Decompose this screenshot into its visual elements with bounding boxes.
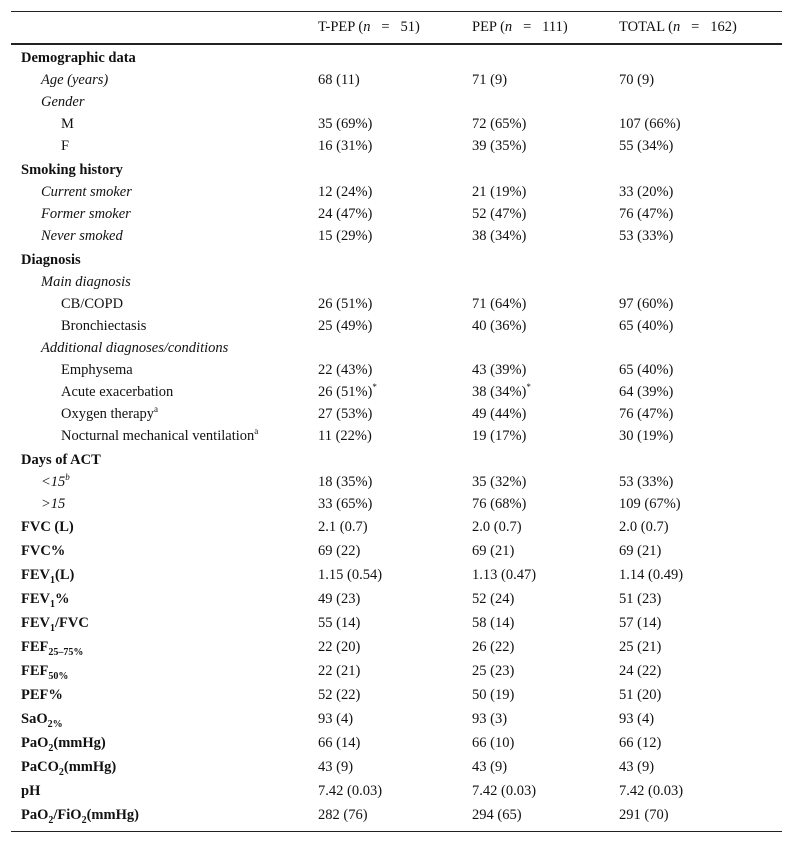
cell-value: 52 (47%) [472, 206, 527, 222]
row-label: Age (years) [41, 72, 109, 88]
row-label: $FEV_1\%$ [21, 591, 70, 610]
cell-value: 24 (22) [619, 663, 662, 679]
footnote-mark: a [254, 426, 259, 436]
table-row [11, 563, 782, 587]
cell-value: 7.42 (0.03) [472, 783, 537, 799]
table-row [11, 69, 782, 91]
table-row [11, 403, 782, 425]
row-label: Main diagnosis [41, 274, 131, 290]
cell-value: 27 (53%) [318, 406, 373, 422]
row-label: Nocturnal mechanical ventilation$^a$ [61, 426, 259, 444]
cell-value: 18 (35%) [318, 474, 373, 490]
cell-value: 66 (14) [318, 735, 361, 751]
cell-value: 68 (11) [318, 72, 360, 88]
table-row [11, 755, 782, 779]
cell-value: 55 (34%) [619, 138, 674, 154]
cell-value: 93 (3) [472, 711, 508, 727]
cell-value: 64 (39%) [619, 384, 674, 400]
cell-value: 107 (66%) [619, 116, 681, 132]
cell-value: 26 (51%) [318, 296, 373, 312]
section-row [11, 47, 782, 69]
cell-value: 66 (12) [619, 735, 662, 751]
footnote-mark: b [65, 472, 70, 482]
row-label: SaO$_{2\%}$ [21, 711, 63, 730]
row-label: FVC (L) [21, 519, 74, 535]
cell-value: 39 (35%) [472, 138, 527, 154]
row-label: Gender [41, 94, 85, 110]
row-label: Bronchiectasis [61, 318, 147, 334]
table-row [11, 293, 782, 315]
cell-value: 50 (19) [472, 687, 515, 703]
table-row [11, 315, 782, 337]
table-row [11, 779, 782, 803]
row-label: Acute exacerbation [61, 384, 174, 400]
header-total: TOTAL (n = 162) [619, 19, 737, 35]
table-row [11, 359, 782, 381]
cell-value: 51 (20) [619, 687, 662, 703]
cell-value: 294 (65) [472, 807, 522, 823]
cell-value: 69 (21) [472, 543, 515, 559]
cell-value: 33 (65%) [318, 496, 373, 512]
row-label: PaO$_2$/FiO$_2$(mmHg) [21, 807, 139, 826]
table-row [11, 91, 782, 113]
cell-value: 25 (49%) [318, 318, 373, 334]
cell-value: 1.13 (0.47) [472, 567, 537, 583]
row-label: Oxygen therapy$^a$ [61, 404, 159, 422]
cell-value: 38 (34%)* [472, 382, 531, 400]
cell-value: 1.15 (0.54) [318, 567, 383, 583]
row-label: FVC% [21, 543, 66, 559]
row-label: $<15^b$ [41, 472, 70, 490]
table-row [11, 611, 782, 635]
table-row [11, 471, 782, 493]
cell-value: 57 (14) [619, 615, 662, 631]
cell-value: 291 (70) [619, 807, 669, 823]
section-title: Smoking history [21, 162, 123, 178]
table-row [11, 635, 782, 659]
cell-value: 33 (20%) [619, 184, 674, 200]
cell-value: 2.0 (0.7) [619, 519, 669, 535]
cell-value: 71 (64%) [472, 296, 527, 312]
cell-value: 16 (31%) [318, 138, 373, 154]
row-label: CB/COPD [61, 296, 124, 312]
cell-value: 65 (40%) [619, 318, 674, 334]
cell-value: 24 (47%) [318, 206, 373, 222]
header-row [11, 12, 782, 43]
cell-value: 40 (36%) [472, 318, 527, 334]
cell-value: 76 (47%) [619, 206, 674, 222]
footnote-mark: * [372, 382, 377, 392]
table-row [11, 659, 782, 683]
cell-value: 282 (76) [318, 807, 368, 823]
section-title: Demographic data [21, 50, 136, 66]
row-label: F [61, 138, 70, 154]
cell-value: 55 (14) [318, 615, 361, 631]
cell-value: 25 (21) [619, 639, 662, 655]
table-row [11, 515, 782, 539]
table-row [11, 803, 782, 827]
section-row [11, 449, 782, 471]
cell-value: 30 (19%) [619, 428, 674, 444]
table-row [11, 731, 782, 755]
row-label: PaCO$_2$(mmHg) [21, 759, 117, 778]
cell-value: 70 (9) [619, 72, 655, 88]
cell-value: 97 (60%) [619, 296, 674, 312]
row-label: PaO$_2$(mmHg) [21, 735, 106, 754]
table-row [11, 271, 782, 293]
cell-value: 109 (67%) [619, 496, 681, 512]
cell-value: 71 (9) [472, 72, 508, 88]
cell-value: 93 (4) [318, 711, 354, 727]
cell-value: 2.0 (0.7) [472, 519, 522, 535]
cell-value: 26 (51%)* [318, 382, 377, 400]
row-label: M [61, 116, 74, 132]
table-row [11, 493, 782, 515]
table-row [11, 203, 782, 225]
cell-value: 22 (20) [318, 639, 361, 655]
cell-value: 7.42 (0.03) [318, 783, 383, 799]
row-label: PEF% [21, 687, 63, 703]
section-row [11, 249, 782, 271]
cell-value: 1.14 (0.49) [619, 567, 684, 583]
row-label: Never smoked [41, 228, 123, 244]
table-row [11, 587, 782, 611]
cell-value: 65 (40%) [619, 362, 674, 378]
row-label: Emphysema [61, 362, 133, 378]
header-tpep: T-PEP (n = 51) [318, 19, 420, 35]
cell-value: 43 (39%) [472, 362, 527, 378]
header-rule [11, 43, 782, 45]
cell-value: 49 (23) [318, 591, 361, 607]
footnote-mark: * [526, 382, 531, 392]
table-row [11, 337, 782, 359]
cell-value: 76 (68%) [472, 496, 527, 512]
cell-value: 43 (9) [318, 759, 354, 775]
cell-value: 22 (21) [318, 663, 361, 679]
section-title: Diagnosis [21, 252, 81, 268]
cell-value: 52 (24) [472, 591, 515, 607]
table-row [11, 683, 782, 707]
cell-value: 66 (10) [472, 735, 515, 751]
cell-value: 51 (23) [619, 591, 662, 607]
table-row [11, 425, 782, 447]
row-label: Additional diagnoses/conditions [41, 340, 229, 356]
table-row [11, 181, 782, 203]
row-label: $FEV_1(L)$ [21, 567, 75, 586]
row-label: Current smoker [41, 184, 132, 200]
cell-value: 43 (9) [472, 759, 508, 775]
cell-value: 21 (19%) [472, 184, 527, 200]
cell-value: 12 (24%) [318, 184, 373, 200]
row-label: >15 [41, 496, 66, 512]
cell-value: 38 (34%) [472, 228, 527, 244]
cell-value: 43 (9) [619, 759, 655, 775]
cell-value: 35 (69%) [318, 116, 373, 132]
bottom-rule [11, 831, 782, 832]
table-row [11, 135, 782, 157]
cell-value: 58 (14) [472, 615, 515, 631]
section-row [11, 159, 782, 181]
cell-value: 72 (65%) [472, 116, 527, 132]
cell-value: 35 (32%) [472, 474, 527, 490]
section-title: Days of ACT [21, 452, 101, 468]
header-pep: PEP (n = 111) [472, 19, 568, 35]
cell-value: 7.42 (0.03) [619, 783, 684, 799]
table-row [11, 539, 782, 563]
row-label: pH [21, 783, 41, 799]
row-label: $FEF_{50\%}$ [21, 663, 69, 682]
row-label: Former smoker [41, 206, 131, 222]
cell-value: 69 (21) [619, 543, 662, 559]
table-row [11, 113, 782, 135]
table-row [11, 225, 782, 247]
table-row [11, 381, 782, 403]
cell-value: 22 (43%) [318, 362, 373, 378]
cell-value: 26 (22) [472, 639, 515, 655]
characteristics-table [11, 11, 782, 832]
row-label: $FEV_1$/FVC [21, 615, 89, 634]
cell-value: 11 (22%) [318, 428, 372, 444]
cell-value: 15 (29%) [318, 228, 373, 244]
footnote-mark: a [154, 404, 159, 414]
table-row [11, 707, 782, 731]
cell-value: 25 (23) [472, 663, 515, 679]
cell-value: 19 (17%) [472, 428, 527, 444]
cell-value: 53 (33%) [619, 228, 674, 244]
cell-value: 2.1 (0.7) [318, 519, 368, 535]
cell-value: 53 (33%) [619, 474, 674, 490]
cell-value: 69 (22) [318, 543, 361, 559]
row-label: $FEF_{25-75\%}$ [21, 639, 84, 658]
cell-value: 52 (22) [318, 687, 361, 703]
cell-value: 49 (44%) [472, 406, 527, 422]
cell-value: 93 (4) [619, 711, 655, 727]
cell-value: 76 (47%) [619, 406, 674, 422]
